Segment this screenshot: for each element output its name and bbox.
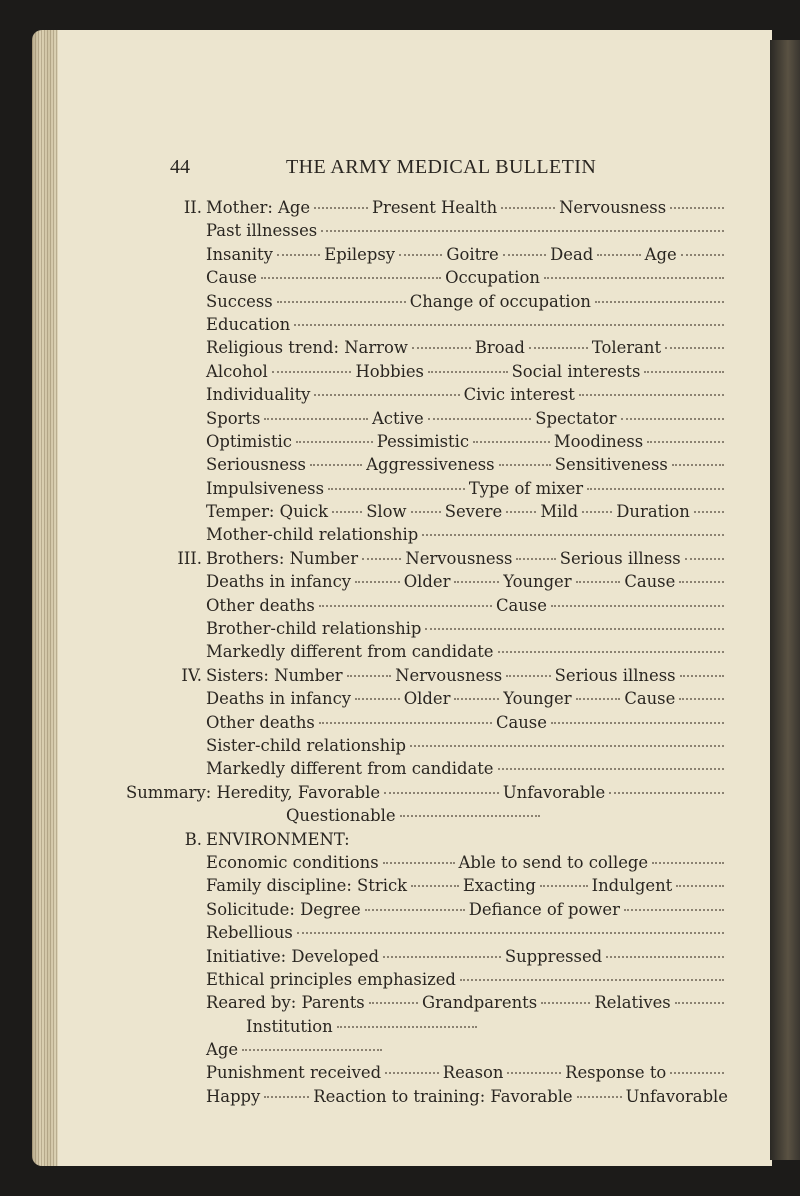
field-label: Insanity — [206, 244, 273, 264]
fill-in-dots — [332, 510, 362, 513]
fill-in-dots — [609, 791, 724, 794]
field-label: Occupation — [445, 268, 540, 288]
fill-in-dots — [680, 674, 724, 677]
fill-in-dots — [498, 767, 724, 770]
fill-in-dots — [362, 557, 401, 560]
fill-in-dots — [679, 697, 724, 700]
fill-in-dots — [264, 1095, 309, 1098]
field-label: Social interests — [511, 361, 641, 381]
fill-in-dots — [400, 814, 540, 817]
fill-in-dots — [411, 510, 441, 513]
form-line — [166, 757, 728, 780]
field-label: Broad — [474, 338, 525, 358]
form-line — [166, 196, 728, 219]
field-label: Markedly different from candidate — [206, 642, 494, 662]
fill-in-dots — [506, 510, 536, 513]
field-label: Nervousness — [395, 665, 503, 685]
field-label: Aggressiveness — [366, 455, 495, 475]
field-label: Sisters: Number — [206, 665, 343, 685]
section-numeral: III. — [177, 548, 202, 568]
form-line — [166, 687, 728, 710]
form-line — [166, 383, 728, 406]
fill-in-dots — [454, 580, 499, 583]
form-line — [166, 617, 728, 640]
field-label: Relatives — [594, 993, 671, 1013]
fill-in-dots — [540, 884, 588, 887]
fill-in-dots — [644, 370, 724, 373]
fill-in-dots — [597, 253, 640, 256]
fill-in-dots — [606, 955, 724, 958]
form-line — [166, 313, 728, 336]
field-label: Older — [403, 572, 451, 592]
fill-in-dots — [314, 206, 368, 209]
form-line — [166, 874, 728, 897]
field-label: Active — [371, 408, 424, 428]
fill-in-dots — [681, 253, 724, 256]
field-label: Indulgent — [591, 876, 673, 896]
field-label: Present Health — [371, 198, 498, 217]
fill-in-dots — [365, 908, 465, 911]
form-line — [166, 547, 728, 570]
form-line — [166, 664, 728, 687]
field-label: Brother-child relationship — [206, 619, 422, 639]
fill-in-dots — [624, 908, 724, 911]
field-label: Cause — [206, 268, 257, 288]
field-label: Optimistic — [206, 431, 292, 451]
field-label: Sports — [206, 408, 261, 428]
field-label: Epilepsy — [324, 244, 396, 264]
fill-in-dots — [410, 744, 724, 747]
field-label: Nervousness — [405, 548, 513, 568]
field-label: Unfavorable — [625, 1086, 729, 1106]
fill-in-dots — [665, 346, 724, 349]
field-label: Type of mixer — [468, 478, 584, 498]
field-label: Questionable — [286, 806, 396, 826]
field-label: Slow — [366, 502, 407, 522]
field-label: Response to — [565, 1063, 667, 1083]
fill-in-dots — [576, 580, 621, 583]
fill-in-dots — [529, 346, 588, 349]
fill-in-dots — [506, 674, 550, 677]
field-label: Hobbies — [355, 361, 424, 381]
fill-in-dots — [541, 1001, 590, 1004]
fill-in-dots — [679, 580, 724, 583]
fill-in-dots — [428, 370, 508, 373]
form-line — [166, 500, 728, 523]
field-label: Deaths in infancy — [206, 572, 352, 592]
running-head — [170, 156, 620, 178]
fill-in-dots — [277, 300, 406, 303]
field-label: Cause — [624, 689, 676, 709]
field-label: Mild — [540, 502, 579, 522]
field-label: Alcohol — [206, 361, 268, 381]
form-body — [126, 196, 729, 1108]
field-label: Age — [644, 244, 677, 264]
fill-in-dots — [676, 884, 724, 887]
fill-in-dots — [685, 557, 724, 560]
fill-in-dots — [294, 323, 724, 326]
fill-in-dots — [411, 884, 459, 887]
field-label: Moodiness — [553, 431, 644, 451]
fill-in-dots — [272, 370, 352, 373]
form-line — [166, 1015, 728, 1038]
field-label: Punishment received — [206, 1063, 382, 1083]
field-label: Severe — [444, 502, 503, 522]
field-label: Education — [206, 314, 291, 334]
form-line — [166, 523, 728, 546]
field-label: Tolerant — [591, 338, 662, 358]
fill-in-dots — [551, 721, 724, 724]
fill-in-dots — [425, 627, 724, 630]
form-line — [166, 898, 728, 921]
fill-in-dots — [694, 510, 724, 513]
field-label: Serious illness — [559, 548, 681, 568]
fill-in-dots — [383, 955, 501, 958]
field-label: Defiance of power — [468, 899, 620, 919]
field-label: Younger — [503, 689, 572, 709]
fill-in-dots — [385, 1071, 439, 1074]
form-line — [166, 945, 728, 968]
fill-in-dots — [319, 721, 492, 724]
fill-in-dots — [337, 1025, 477, 1028]
fill-in-dots — [314, 393, 459, 396]
fill-in-dots — [652, 861, 724, 864]
field-label: Dead — [550, 244, 594, 264]
fill-in-dots — [384, 791, 499, 794]
form-line — [166, 804, 728, 827]
fill-in-dots — [647, 440, 724, 443]
fill-in-dots — [347, 674, 391, 677]
form-line — [166, 991, 728, 1014]
form-line — [126, 781, 728, 804]
form-line — [166, 243, 728, 266]
field-label: Mother: Age — [206, 198, 311, 217]
fill-in-dots — [277, 253, 320, 256]
form-line — [166, 1085, 728, 1108]
fill-in-dots — [261, 276, 441, 279]
fill-in-dots — [587, 487, 724, 490]
fill-in-dots — [582, 510, 612, 513]
fill-in-dots — [503, 253, 546, 256]
fill-in-dots — [355, 697, 400, 700]
field-label: Summary: Heredity, Favorable — [126, 782, 381, 802]
form-line — [166, 921, 728, 944]
field-label: Duration — [616, 502, 690, 522]
fill-in-dots — [473, 440, 550, 443]
page-number: 44 — [170, 156, 190, 178]
fill-in-dots — [499, 463, 551, 466]
field-label: Reason — [442, 1063, 504, 1083]
form-line — [166, 430, 728, 453]
fill-in-dots — [355, 580, 400, 583]
facing-page-edge — [770, 40, 800, 1160]
field-label: Goitre — [446, 244, 499, 264]
form-line — [166, 219, 728, 242]
field-label: Cause — [624, 572, 676, 592]
field-label: Exacting — [462, 876, 536, 896]
form-line — [166, 851, 728, 874]
journal-title: THE ARMY MEDICAL BULLETIN — [286, 156, 597, 178]
form-line — [166, 407, 728, 430]
form-line — [166, 828, 728, 851]
form-line — [166, 570, 728, 593]
fill-in-dots — [319, 604, 492, 607]
form-line — [166, 290, 728, 313]
form-line — [166, 336, 728, 359]
fill-in-dots — [501, 206, 555, 209]
field-label: Other deaths — [206, 595, 315, 615]
field-label: Happy — [206, 1086, 261, 1106]
field-label: Temper: Quick — [206, 502, 329, 522]
fill-in-dots — [454, 697, 499, 700]
field-label: Civic interest — [463, 385, 575, 405]
field-label: Reaction to training: Favorable — [313, 1086, 573, 1106]
field-label: Deaths in infancy — [206, 689, 352, 709]
field-label: Older — [403, 689, 451, 709]
field-label: Pessimistic — [376, 431, 470, 451]
field-label: Ethical principles emphasized — [206, 969, 456, 989]
fill-in-dots — [670, 206, 724, 209]
field-label: Solicitude: Degree — [206, 899, 361, 919]
fill-in-dots — [383, 861, 455, 864]
fill-in-dots — [544, 276, 724, 279]
field-label: ENVIRONMENT: — [206, 829, 350, 849]
section-numeral: B. — [184, 829, 202, 849]
field-label: Individuality — [206, 385, 311, 405]
field-label: Unfavorable — [502, 782, 606, 802]
field-label: Sister-child relationship — [206, 735, 406, 755]
field-label: Younger — [503, 572, 572, 592]
fill-in-dots — [621, 417, 725, 420]
fill-in-dots — [670, 1071, 724, 1074]
form-line — [166, 968, 728, 991]
fill-in-dots — [412, 346, 471, 349]
field-label: Family discipline: Strick — [206, 876, 408, 896]
field-label: Serious illness — [554, 665, 676, 685]
field-label: Brothers: Number — [206, 548, 359, 568]
fill-in-dots — [579, 393, 724, 396]
fill-in-dots — [428, 417, 532, 420]
field-label: Success — [206, 291, 273, 311]
field-label: Economic conditions — [206, 852, 379, 872]
fill-in-dots — [328, 487, 465, 490]
field-label: Rebellious — [206, 923, 293, 943]
field-label: Grandparents — [422, 993, 538, 1013]
field-label: Markedly different from candidate — [206, 759, 494, 779]
fill-in-dots — [321, 229, 724, 232]
form-line — [166, 360, 728, 383]
form-line — [166, 453, 728, 476]
fill-in-dots — [296, 440, 373, 443]
field-label: Cause — [495, 595, 547, 615]
field-label: Impulsiveness — [206, 478, 324, 498]
form-line — [166, 711, 728, 734]
section-numeral: IV. — [181, 665, 202, 685]
fill-in-dots — [242, 1048, 382, 1051]
fill-in-dots — [422, 533, 724, 536]
fill-in-dots — [672, 463, 724, 466]
section-numeral: II. — [183, 198, 202, 217]
field-label: Seriousness — [206, 455, 306, 475]
form-line — [166, 1038, 728, 1061]
fill-in-dots — [264, 417, 368, 420]
field-label: Reared by: Parents — [206, 993, 365, 1013]
fill-in-dots — [399, 253, 442, 256]
fill-in-dots — [297, 931, 724, 934]
field-label: Able to send to college — [458, 852, 649, 872]
fill-in-dots — [576, 697, 621, 700]
fill-in-dots — [675, 1001, 724, 1004]
fill-in-dots — [310, 463, 362, 466]
field-label: Cause — [495, 712, 547, 732]
fill-in-dots — [369, 1001, 418, 1004]
fill-in-dots — [516, 557, 555, 560]
form-line — [166, 266, 728, 289]
field-label: Age — [206, 1040, 239, 1060]
field-label: Mother-child relationship — [206, 525, 419, 545]
field-label: Sensitiveness — [554, 455, 668, 475]
fill-in-dots — [507, 1071, 561, 1074]
field-label: Other deaths — [206, 712, 315, 732]
form-line — [166, 734, 728, 757]
field-label: Spectator — [535, 408, 617, 428]
form-line — [166, 1061, 728, 1084]
field-label: Past illnesses — [206, 221, 318, 241]
field-label: Institution — [246, 1016, 333, 1036]
fill-in-dots — [498, 650, 724, 653]
form-line — [166, 594, 728, 617]
field-label: Religious trend: Narrow — [206, 338, 408, 358]
fill-in-dots — [577, 1095, 622, 1098]
field-label: Suppressed — [504, 946, 603, 966]
fill-in-dots — [460, 978, 724, 981]
form-line — [166, 640, 728, 663]
form-line — [166, 477, 728, 500]
field-label: Nervousness — [559, 198, 667, 217]
field-label: Initiative: Developed — [206, 946, 379, 966]
fill-in-dots — [595, 300, 724, 303]
field-label: Change of occupation — [409, 291, 591, 311]
fill-in-dots — [551, 604, 724, 607]
